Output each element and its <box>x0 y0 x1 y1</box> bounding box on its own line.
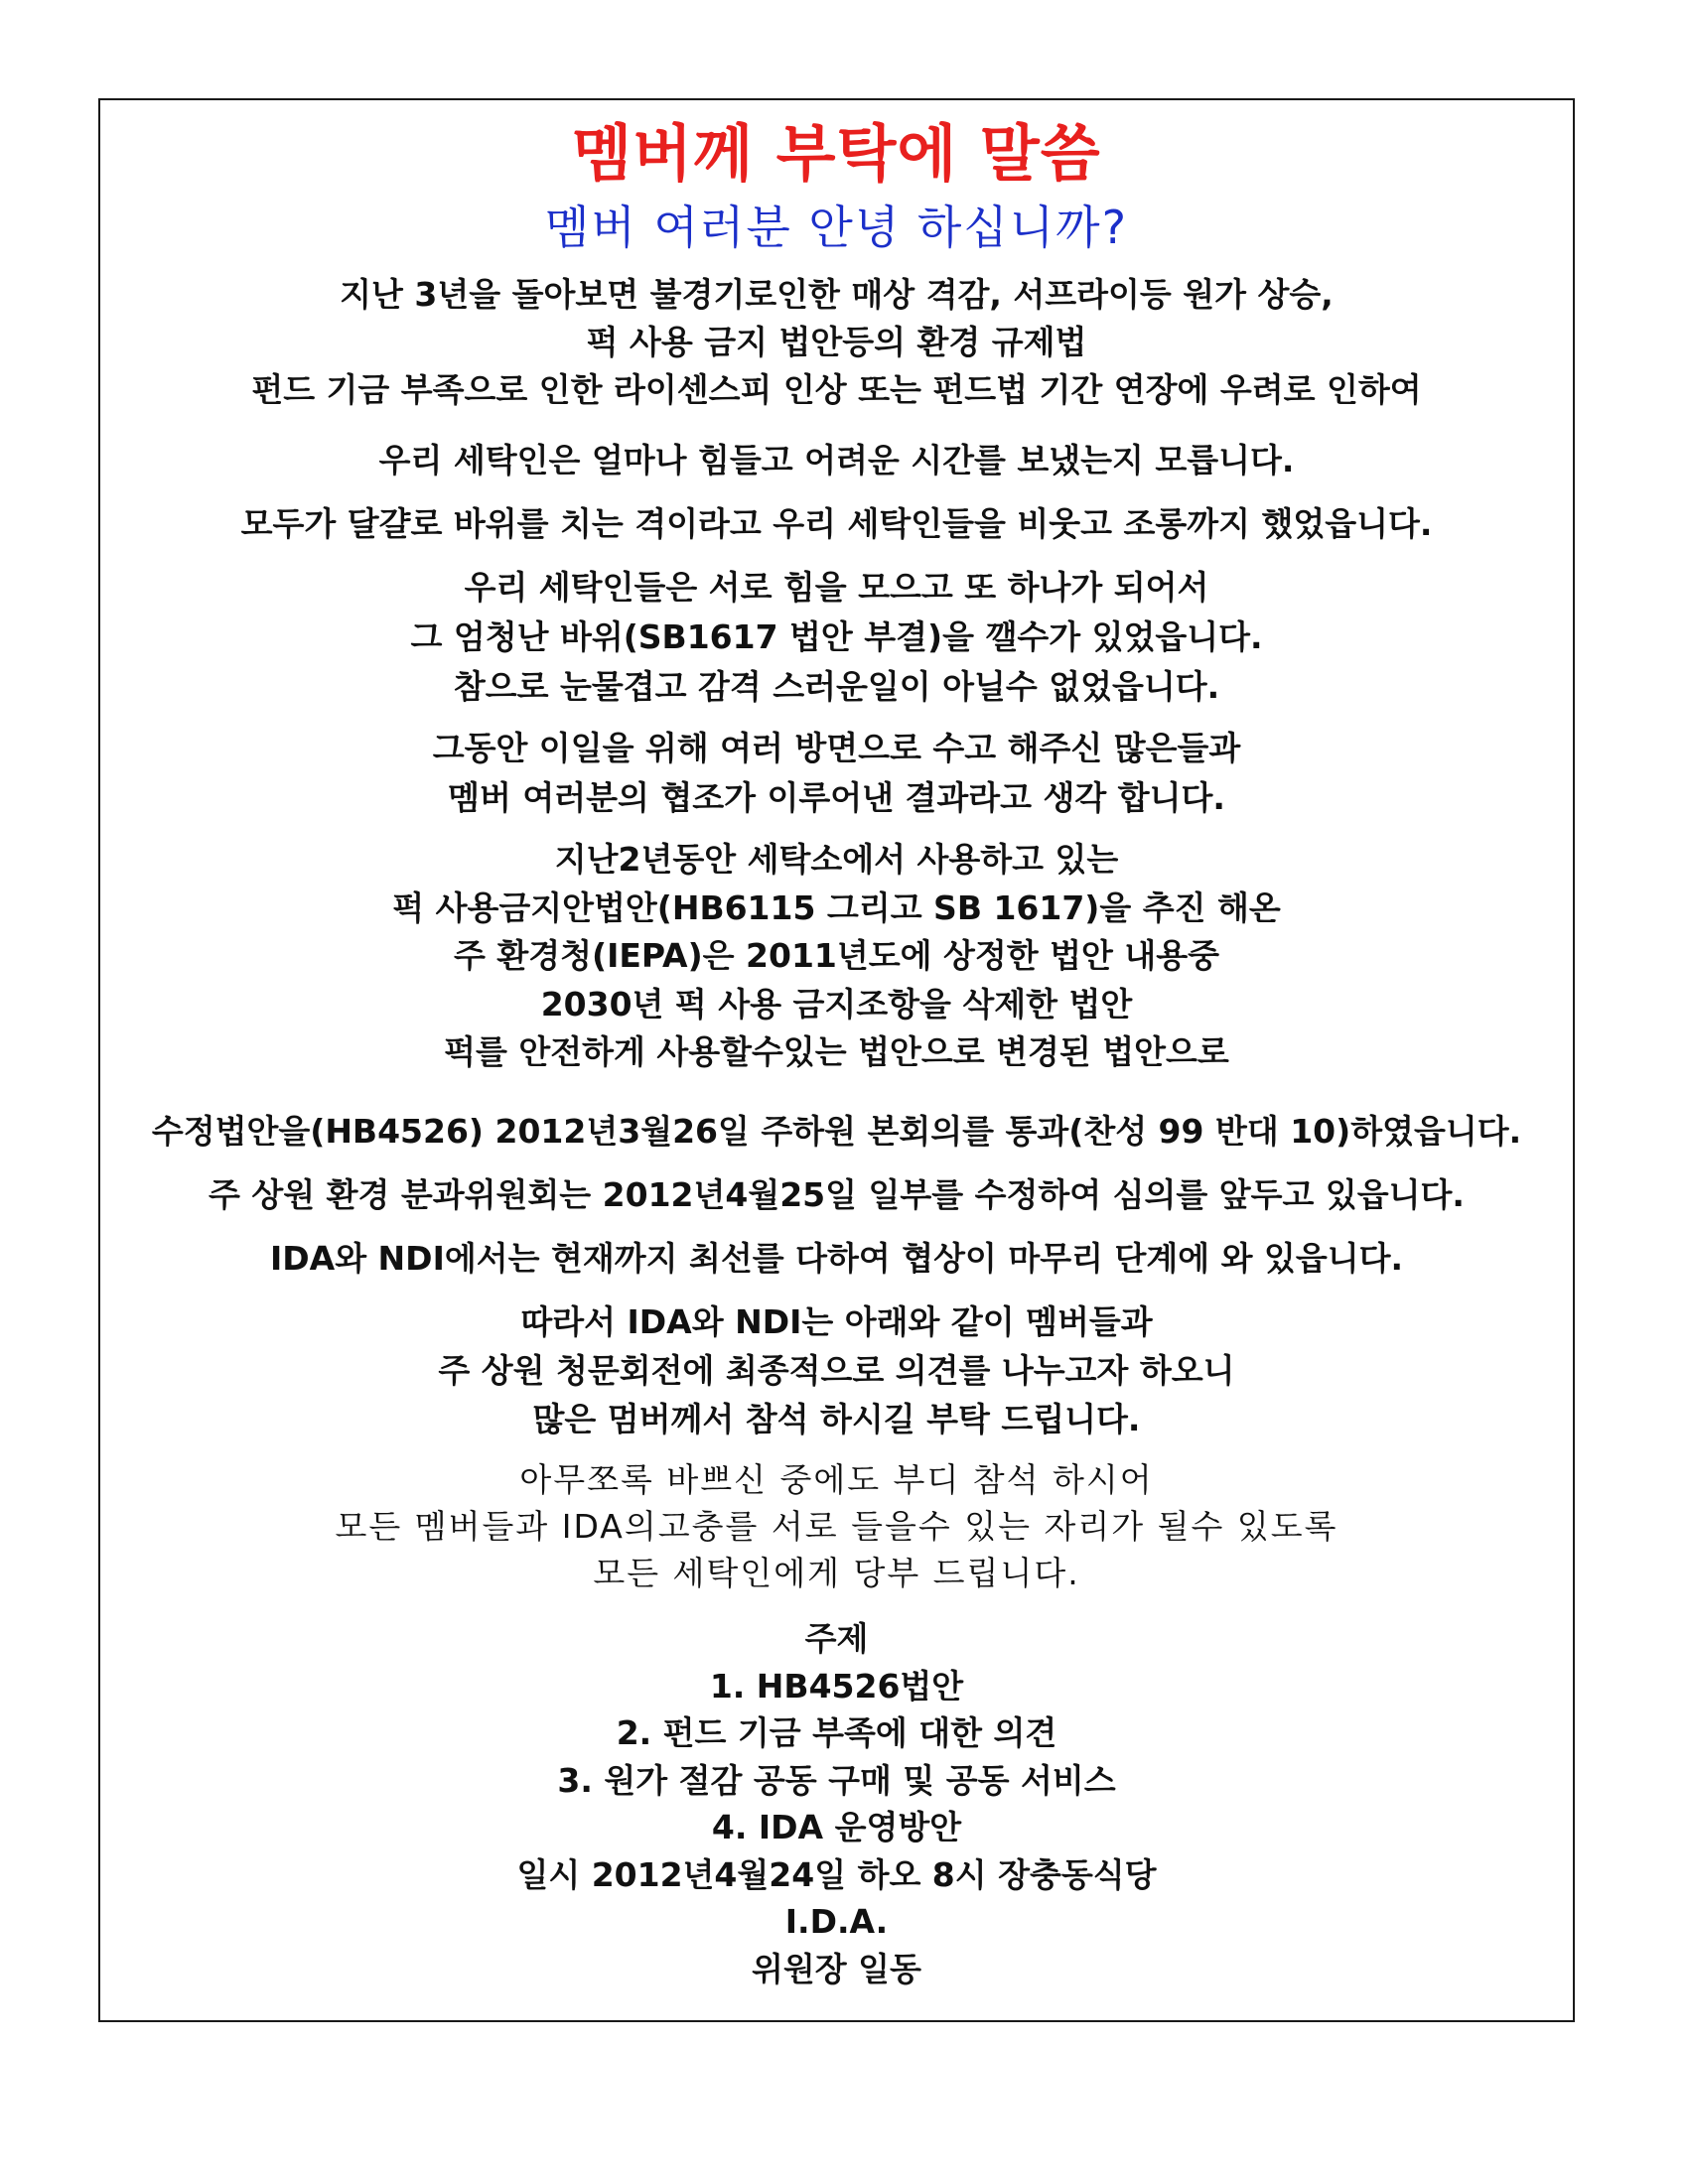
text-line: 그동안 이일을 위해 여러 방면으로 수고 해주신 많은들과 <box>432 729 1241 767</box>
text-line: 모든 멤버들과 IDA의고충를 서로 들을수 있는 자리가 될수 있도록 <box>335 1507 1338 1546</box>
text-line: 2030년 퍽 사용 금지조항을 삭제한 법안 <box>540 984 1133 1024</box>
paragraph-thanks <box>100 724 1573 823</box>
signature: 위원장 일동 <box>752 1949 921 1988</box>
text-line: 멤버 여러분의 협조가 이루어낸 결과라고 생각 합니다. <box>448 778 1225 817</box>
text-line: 모두가 달걀로 바위를 치는 격이라고 우리 세탁인들을 비웃고 조롱까지 했었읍니다. <box>240 504 1433 543</box>
paragraph-negotiation <box>100 1234 1573 1284</box>
meeting-schedule: 일시 2012년4월24일 하오 8시 장충동식당 <box>516 1854 1157 1894</box>
text-line: 퍽 사용금지안법안(HB6115 그리고 SB 1617)을 추진 해온 <box>392 887 1281 927</box>
paragraph-unity <box>100 563 1573 712</box>
paragraph-hardships <box>100 271 1573 414</box>
text-line: 모든 세탁인에게 당부 드립니다. <box>593 1554 1080 1592</box>
page-title: 멤버께 부탁에 말씀 <box>572 117 1101 190</box>
notice-frame <box>98 98 1575 2022</box>
agenda-item: 1. HB4526법안 <box>709 1666 964 1706</box>
paragraph-legislation <box>100 836 1573 1077</box>
text-line: 주 환경청(IEPA)은 2011년도에 상정한 법안 내용중 <box>453 936 1220 975</box>
text-line: 수정법안을(HB4526) 2012년3월26일 주하원 본회의를 통과(찬성 99 반대 10)하였읍니다. <box>151 1112 1522 1151</box>
text-line: 따라서 IDA와 NDI는 아래와 같이 멤버들과 <box>520 1302 1153 1341</box>
text-line: 주 상원 환경 분과위원회는 2012년4월25일 일부를 수정하여 심의를 앞두고 있읍니다. <box>209 1175 1465 1214</box>
agenda-block <box>100 1615 1573 1992</box>
text-line: 퍽 사용 금지 법안등의 환경 규제법 <box>586 323 1087 361</box>
paragraph-request <box>100 1297 1573 1443</box>
paragraph-mockery <box>100 499 1573 549</box>
agenda-item: 4. IDA 운영방안 <box>711 1808 962 1846</box>
text-line: 우리 세탁인들은 서로 힘을 모으고 또 하나가 되어서 <box>464 568 1209 607</box>
text-line: 그 엄청난 바위(SB1617 법안 부결)을 깰수가 있었읍니다. <box>410 617 1263 656</box>
paragraph-appeal <box>100 1456 1573 1596</box>
agenda-item: 3. 원가 절감 공동 구매 및 공동 서비스 <box>557 1760 1116 1800</box>
text-line: 주 상원 청문회전에 최종적으로 의견를 나누고자 하오니 <box>438 1351 1235 1390</box>
text-line: 참으로 눈물겹고 감격 스러운일이 아닐수 없었읍니다. <box>453 667 1220 706</box>
paragraph-house-vote <box>100 1107 1573 1157</box>
text-line: IDA와 NDI에서는 현재까지 최선를 다하여 협상이 마무리 단계에 와 있읍니다. <box>269 1239 1404 1278</box>
text-line: 아무쪼록 바쁘신 중에도 부디 참석 하시어 <box>519 1460 1154 1499</box>
page-subtitle: 멤버 여러분 안녕 하십니까? <box>544 201 1129 254</box>
text-line: 퍽를 안전하게 사용할수있는 법안으로 변경된 법안으로 <box>444 1032 1229 1071</box>
text-line: 우리 세탁인은 얼마나 힘들고 어려운 시간를 보냈는지 모릅니다. <box>378 441 1295 479</box>
paragraph-difficult-time <box>100 436 1573 485</box>
agenda-heading: 주제 <box>804 1619 869 1658</box>
text-line: 지난2년동안 세탁소에서 사용하고 있는 <box>554 840 1119 879</box>
agenda-item: 2. 펀드 기금 부족에 대한 의견 <box>616 1713 1057 1752</box>
text-line: 지난 3년을 돌아보면 불경기로인한 매상 격감, 서프라이등 원가 상승, <box>340 275 1334 314</box>
organization-name: I.D.A. <box>784 1902 889 1941</box>
paragraph-senate-review <box>100 1170 1573 1220</box>
text-line: 펀드 기금 부족으로 인한 라이센스피 인상 또는 펀드법 기간 연장에 우려로 인하여 <box>251 370 1422 409</box>
text-line: 많은 멈버께서 참석 하시길 부탁 드립니다. <box>532 1400 1141 1438</box>
